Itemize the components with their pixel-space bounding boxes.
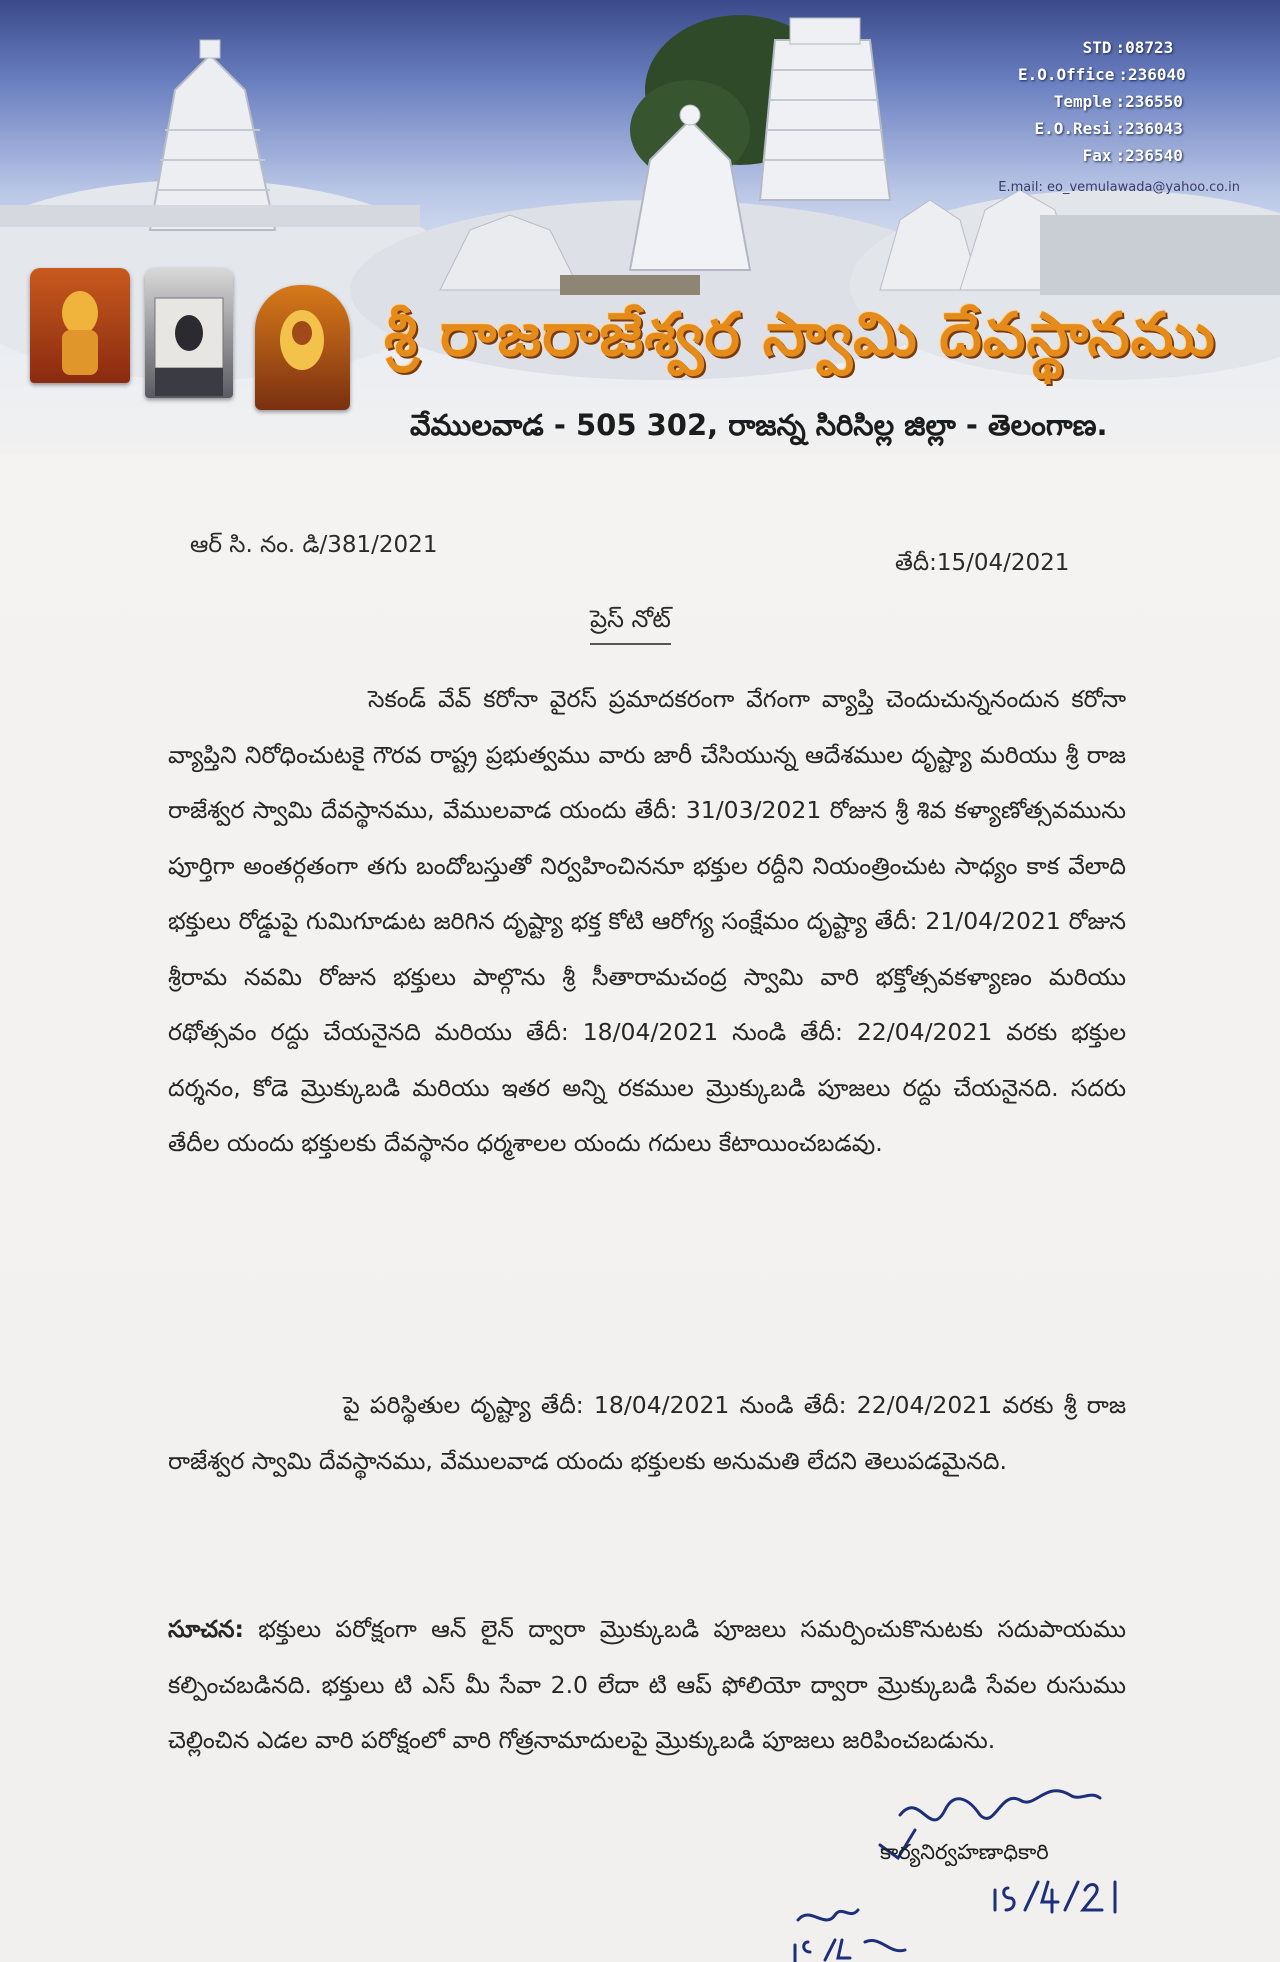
deity-image-right <box>255 285 350 410</box>
temple-name-title: శ్రీ రాజరాజేశ్వర స్వామి దేవస్థానము <box>384 300 1216 370</box>
note-label: సూచన: <box>168 1615 244 1643</box>
contact-eo-resi: E.O.Resi : 236043 <box>1034 119 1183 138</box>
press-note-heading: ప్రెస్ నోట్ <box>590 605 671 645</box>
contact-temple: Temple : 236550 <box>1053 92 1183 111</box>
contact-std: STD : 08723 <box>1082 38 1174 57</box>
contact-fax: Fax : 236540 <box>1082 146 1183 165</box>
deity-image-left <box>30 268 130 383</box>
paragraph-note <box>168 1602 1126 1769</box>
paragraph-no-permission: పై పరిస్థితుల దృష్ట్యా తేదీ: 18/04/2021 నుండి తేదీ: 22/04/2021 వరకు శ్రీ రాజ రాజేశ్వర స్వామి దేవస్థానము, వేములవాడ యందు భక్తులకు అనుమతి లేదని తెలుపడమైనది. <box>168 1391 1126 1475</box>
email-address: E.mail: eo_vemulawada@yahoo.co.in <box>998 180 1240 195</box>
letter-date: తేదీ:15/04/2021 <box>895 550 1070 576</box>
paragraph-announcement: సెకండ్ వేవ్ కరోనా వైరస్ ప్రమాదకరంగా వేగంగా వ్యాప్తి చెందుచున్ననందున కరోనా వ్యాప్తిని నిరోధించుటకై గౌరవ రాష్ట్ర ప్రభుత్వము వారు జారీ చేసియున్న ఆదేశముల దృష్ట్యా మరియు శ్రీ రాజ రాజేశ్వర స్వామి దేవస్థానము, వేములవాడ యందు తేదీ: 31/03/2021 రోజున శ్రీ శివ కళ్యాణోత్సవమును పూర్తిగా అంతర్గతంగా తగు బందోబస్తుతో నిర్వహించిననూ భక్తుల రద్దీని నియంత్రించుట సాధ్యం కాక వేలాది భక్తులు రోడ్డుపై గుమిగూడుట జరిగిన దృష్ట్యా భక్త కోటి ఆరోగ్య సంక్షేమం దృష్ట్యా తేదీ: 21/04/2021 రోజున శ్రీరామ నవమి రోజున భక్తులు పాల్గొను శ్రీ సీతారామచంద్ర స్వామి వారి భక్తోత్సవకళ్యాణం మరియు రథోత్సవం రద్దు చేయనైనది మరియు తేదీ: 18/04/2021 నుండి తేదీ: 22/04/2021 వరకు భక్తుల దర్శనం, కోడె మ్రొక్కుబడి మరియు ఇతర అన్ని రకముల మ్రొక్కుబడి పూజలు రద్దు చేయనైనది. సదరు తేదీల యందు భక్తులకు దేవస్థానం ధర్మశాలల యందు గదులు కేటాయించబడవు. <box>168 685 1126 1157</box>
note-text: భక్తులు పరోక్షంగా ఆన్ లైన్ ద్వారా మ్రొక్కుబడి పూజలు సమర్పించుకొనుటకు సదుపాయము కల్పించబడినది. భక్తులు టి ఎస్ మీ సేవా 2.0 లేదా టి ఆప్ ఫోలియో ద్వారా మ్రొక్కుబడి సేవల రుసుము చెల్లించిన ఎడల వారి పరోక్షంలో వారి గోత్రనామాదులపై మ్రొక్కుబడి పూజలు జరిపించబడును. <box>168 1615 1126 1754</box>
temple-address: వేములవాడ - 505 302, రాజన్న సిరిసిల్ల జిల్లా - తెలంగాణ. <box>410 408 1108 442</box>
contact-eo-office: E.O.Office : 236040 <box>1018 65 1186 84</box>
letterhead <box>0 0 1280 455</box>
deity-image-center <box>145 268 233 398</box>
signatory-title: కార్యనిర్వహణాధికారి <box>880 1840 1049 1864</box>
reference-number: ఆర్ సి. నం. డి/381/2021 <box>190 532 438 558</box>
contact-details <box>1018 34 1228 169</box>
